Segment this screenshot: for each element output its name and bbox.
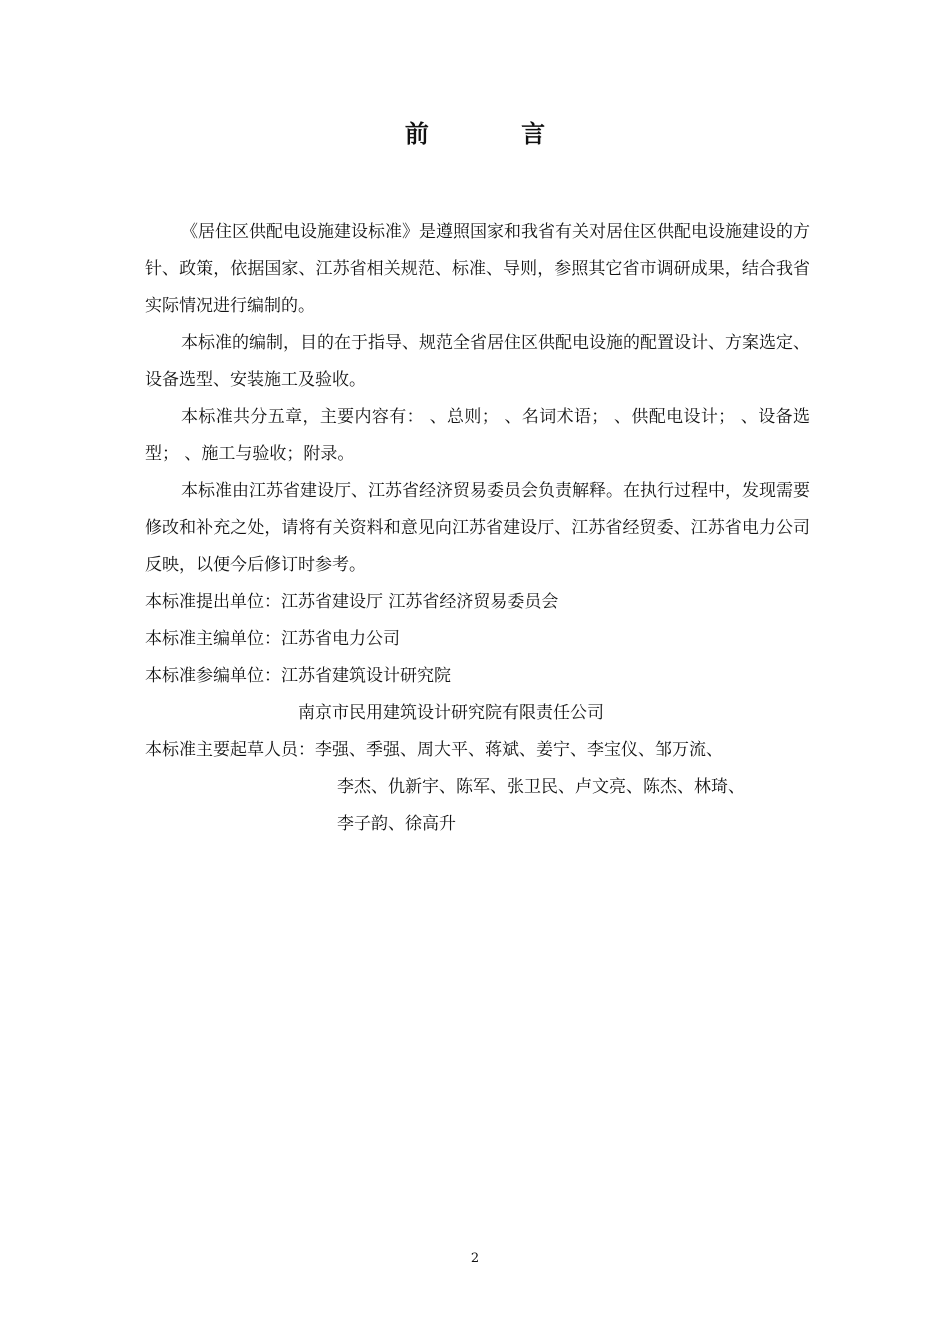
drafters-line-3: 李子韵、徐高升 bbox=[337, 814, 456, 834]
page-title: 前 言 bbox=[404, 120, 588, 148]
chief-editor-unit-line: 本标准主编单位：江苏省电力公司 bbox=[145, 629, 400, 649]
paragraph-interpretation: 本标准由江苏省建设厅、江苏省经济贸易委员会负责解释。在执行过程中，发现需要修改和补充之处，请将有关资料和意见向江苏省建设厅、江苏省经贸委、江苏省电力公司反映，以便今后修订时参考。 bbox=[145, 481, 810, 575]
proposer-unit-line: 本标准提出单位：江苏省建设厅 江苏省经济贸易委员会 bbox=[145, 592, 559, 612]
co-editor-unit-line: 本标准参编单位：江苏省建筑设计研究院 bbox=[145, 666, 451, 686]
co-editor-unit-line-2: 南京市民用建筑设计研究院有限责任公司 bbox=[298, 703, 604, 723]
drafters-line-2: 李杰、仇新宇、陈军、张卫民、卢文亮、陈杰、林琦、 bbox=[337, 777, 745, 797]
paragraph-intro: 《居住区供配电设施建设标准》是遵照国家和我省有关对居住区供配电设施建设的方针、政策，依据国家、江苏省相关规范、标准、导则，参照其它省市调研成果，结合我省实际情况进行编制的。 bbox=[145, 222, 810, 316]
paragraph-contents: 本标准共分五章，主要内容有： 、总则； 、名词术语； 、供配电设计； 、设备选型； 、施工与验收；附录。 bbox=[145, 407, 810, 464]
page-number: 2 bbox=[470, 1251, 480, 1266]
drafters-line-1: 本标准主要起草人员：李强、季强、周大平、蒋斌、姜宁、李宝仪、邹万流、 bbox=[145, 740, 723, 760]
paragraph-purpose: 本标准的编制，目的在于指导、规范全省居住区供配电设施的配置设计、方案选定、设备选型、安装施工及验收。 bbox=[145, 333, 810, 390]
preface-body bbox=[145, 214, 810, 843]
